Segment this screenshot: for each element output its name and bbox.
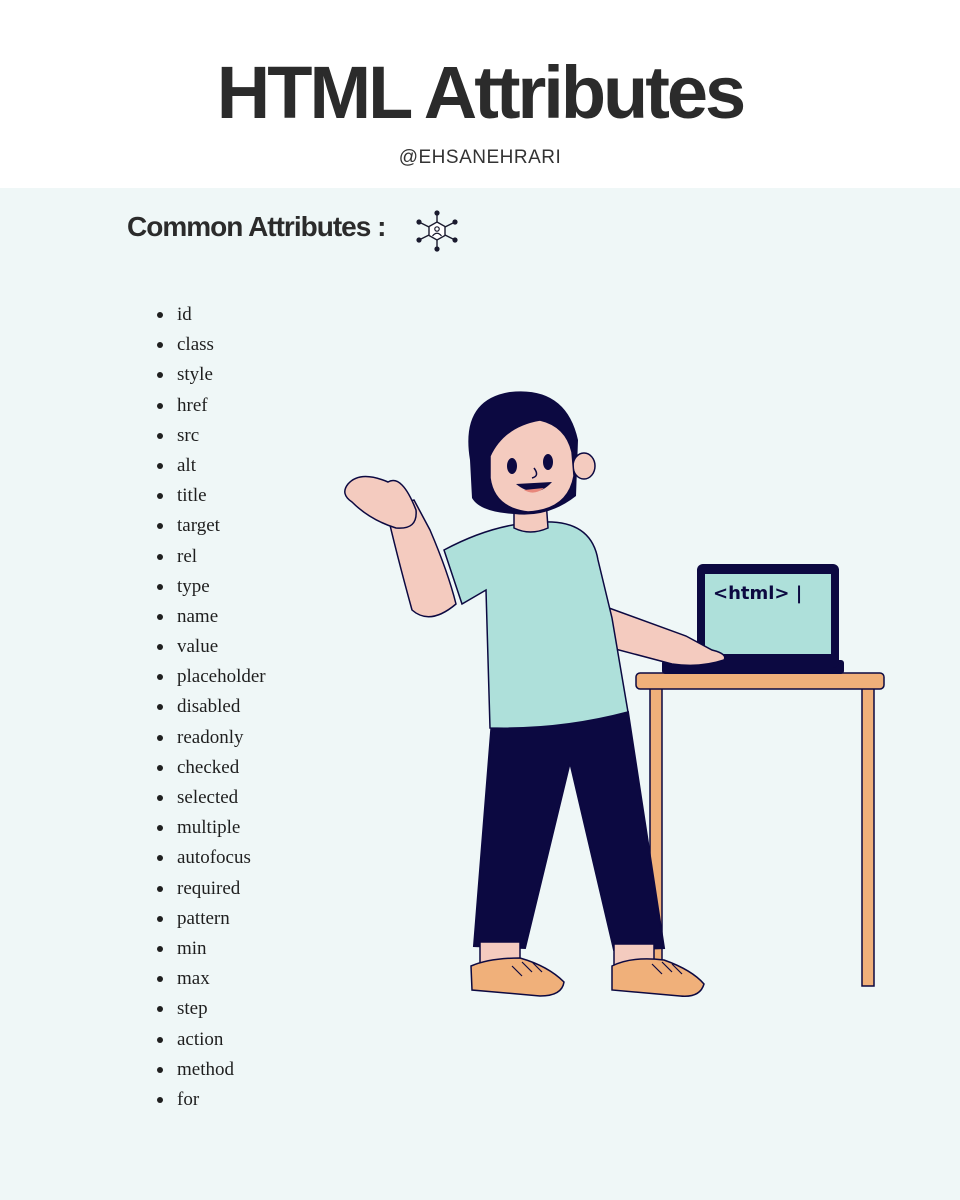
- attribute-item: name: [155, 602, 266, 632]
- attribute-item: pattern: [155, 904, 266, 934]
- attribute-item: href: [155, 391, 266, 421]
- attribute-item: for: [155, 1085, 266, 1115]
- attribute-item: multiple: [155, 813, 266, 843]
- attribute-item: step: [155, 994, 266, 1024]
- developer-illustration: [330, 380, 890, 1000]
- shoes: [471, 958, 704, 996]
- attribute-item: placeholder: [155, 662, 266, 692]
- attribute-item: max: [155, 964, 266, 994]
- page-title: HTML Attributes: [216, 51, 744, 134]
- header: [0, 0, 960, 188]
- attribute-item: required: [155, 874, 266, 904]
- attribute-item: src: [155, 421, 266, 451]
- attribute-item: style: [155, 360, 266, 390]
- attribute-item: alt: [155, 451, 266, 481]
- person: [345, 391, 725, 996]
- attribute-list: [155, 300, 266, 1115]
- attribute-item: rel: [155, 542, 266, 572]
- attribute-item: value: [155, 632, 266, 662]
- laptop-screen-text: <html> |: [713, 583, 803, 604]
- attribute-item: class: [155, 330, 266, 360]
- attribute-item: selected: [155, 783, 266, 813]
- attribute-item: target: [155, 511, 266, 541]
- attribute-item: disabled: [155, 692, 266, 722]
- attribute-item: autofocus: [155, 843, 266, 873]
- attribute-item: id: [155, 300, 266, 330]
- desk: [636, 673, 884, 988]
- attribute-item: min: [155, 934, 266, 964]
- attribute-item: action: [155, 1025, 266, 1055]
- attribute-item: method: [155, 1055, 266, 1085]
- attribute-item: title: [155, 481, 266, 511]
- network-icon: [414, 209, 460, 253]
- torso: [444, 522, 628, 728]
- attribute-item: type: [155, 572, 266, 602]
- legs: [474, 712, 664, 966]
- section-title: Common Attributes :: [127, 211, 386, 242]
- attribute-item: readonly: [155, 723, 266, 753]
- attribute-item: checked: [155, 753, 266, 783]
- left-arm: [345, 476, 456, 616]
- author-handle: @EHSANEHRARI: [398, 147, 562, 168]
- head: [468, 391, 595, 514]
